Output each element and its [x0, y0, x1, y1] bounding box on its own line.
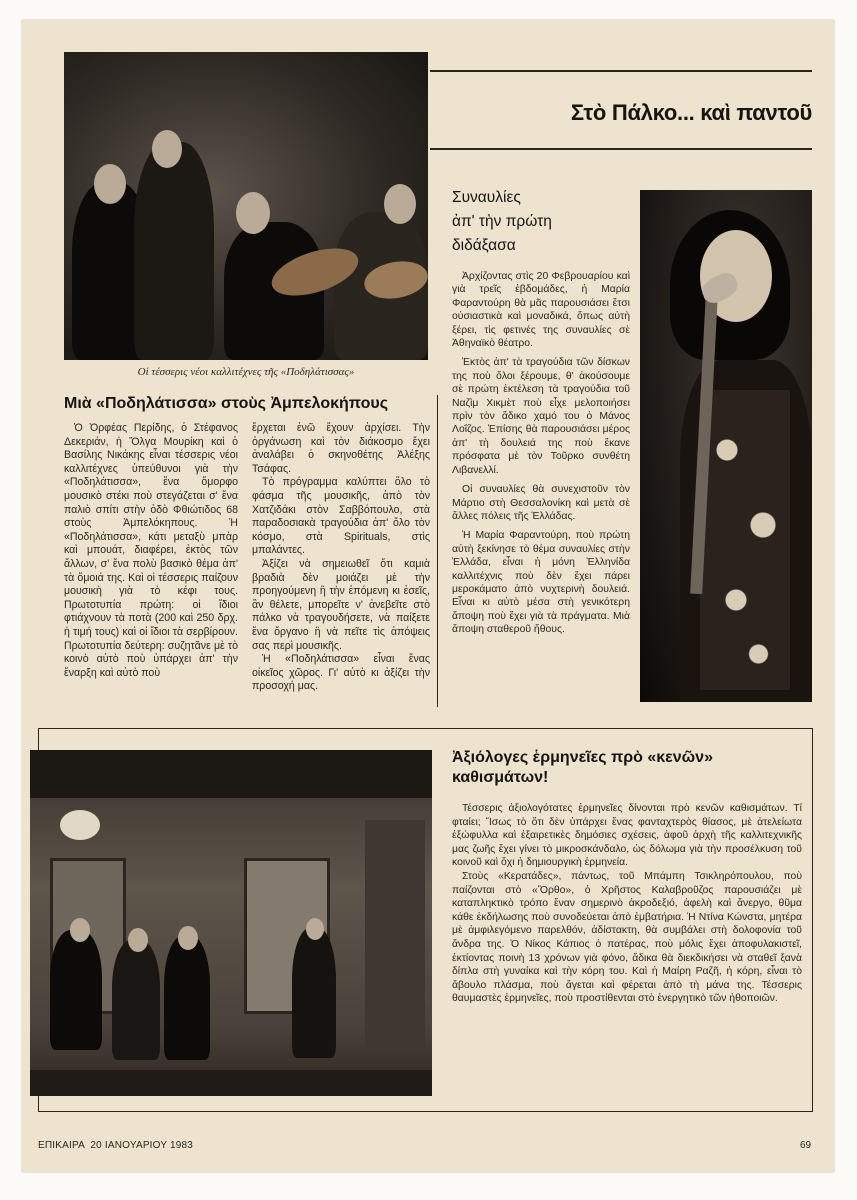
article2-paragraph: Ἡ Μαρία Φαραντούρη, ποὺ πρώτη αὐτὴ ξεκίνησε τὸ θέμα συναυλίες στὴν Ἑλλάδα, εἶναι ἡ μόνη Ἑλληνίδα καλλιτέχνις ποὺ δὲν ἔχει πάρει μεροκάματο ἀπὸ νυχτερινὴ δουλειά. Εἶναι κι αὐτὸ μέσα στὴ γενικότερη ἄποψη ποὺ ἔχει γιὰ τὰ πράγματα. Μιὰ ἄποψη σταθεροῦ ἤθους.	[452, 530, 630, 636]
article2-title-line: διδάξασα	[452, 237, 516, 254]
section-title: Στὸ Πάλκο... καὶ παντοῦ	[570, 100, 812, 125]
article1-paragraph: Ὁ Ὀρφέας Περίδης, ὁ Στέφανος Δεκεριάν, ἡ Ὄλγα Μουρίκη καὶ ὁ Βασίλης Νικάκης εἶναι τέσσερις νέοι καλλιτέχνες ὑπεύθυνοι γιὰ τὴν «Ποδηλάτισσα», ἕνα ὄμορφο μουσικὸ στέκι ποὺ στεγάζεται σ' ἕνα παλιὸ σπίτι στὴν ὁδὸ Φθιώτιδος 68 στοὺς Ἀμπελόκηπους. Ἡ «Ποδηλάτισσα», κάτι μεταξὺ μπὰρ καὶ μπουάτ, διαφέρει, ἐκτὸς τῶν ἄλλων, σ' ἕνα πολὺ βασικὸ θέμα ἀπ' τὰ ὅμοιά της. Καὶ οἱ τέσσερις παίζουν μουσικὴ γιὰ τὸ κέφι τους. Πρωτοτυπία πρώτη: οἱ ἴδιοι φτιάχνουν τὰ ποτὰ (200 καὶ 250 δρχ. ἡ τιμή τους) καὶ οἱ ἴδιοι τὰ σερβίρουν. Πρωτοτυπία δεύτερη: συζητᾶνε μὲ τὸ κοινὸ αὐτὸ ποὺ ὑπάρχει ἀπ' τὴν ἔναρξη καὶ αὐτὸ ποὺ	[64, 422, 238, 679]
article1-paragraph: Τὸ πρόγραμμα καλύπτει ὅλο τὸ φάσμα τῆς μουσικῆς, ἀπὸ τὸν Χατζιδάκι στὸν Σαββόπουλο, στὰ παραδοσιακὰ τραγούδια ἀπ' ὅλο τὸν κόσμο, στὰ Spirituals, στὶς μπαλάντες.	[252, 476, 430, 557]
article2-paragraph: Ἀρχίζοντας στὶς 20 Φεβρουαρίου καὶ γιὰ τρεῖς ἑβδομάδες, ἡ Μαρία Φαραντούρη θὰ μᾶς παρουσιάσει ἔτσι οὐσιαστικὰ καὶ μοναδικά, ὅπως αὐτὴ ξέρει, τὶς φετινές της συναυλίες σὲ Ἀθηναϊκὸ θέατρο.	[452, 271, 630, 350]
publication-footer: ΕΠΙΚΑΙΡΑ 20 ΙΑΝΟΥΑΡΙΟΥ 1983	[38, 1140, 194, 1151]
article1-paragraph: Ἡ «Ποδηλάτισσα» εἶναι ἕνας οἰκεῖος χῶρος. Γι' αὐτὸ κι ἀξίζει τὴν προσοχή μας.	[252, 653, 430, 693]
article3-paragraph: Στοὺς «Κερατάδες», πάντως, τοῦ Μπάμπη Τσικληρόπουλου, ποὺ παίζονται στὸ «Ὄρθο», ὁ Χρῆστος Καλαβροῦζος παρουσιάζει μὲ καταπληκτικὸ τρόπο ἕναν σημερινὸ ἀκροδεξιό, ἀφελὴ καὶ ἄνεργο, θῦμα κάθε ἐκδήλωσης ποὺ συνοδεύεται ἀπὸ ἐμβατήρια. Ἡ Ντίνα Κώνστα, μητέρα μὲ ἀμφιλεγόμενο παρελθόν, ἀδίστακτη, θὰ συμβάλει στὴ δολοφονία τοῦ ἄνδρα της. Ὁ Νίκος Κάπιος ὁ πατέρας, ποὺ μόλις ἔχει ἀποφυλακιστεῖ, ἐκτίοντας ποινὴ 13 χρόνων γιὰ φόνο, ἄδικα θὰ διεκδικήσει νὰ σταθεῖ ξανὰ δίπλα στὴ γυναίκα καὶ τὴν κόρη του. Καὶ ἡ Μαίρη Ραζῆ, ἡ κόρη, εἶναι τὸ ἄβουλο πλάσμα, ποὺ ἄγεται καὶ φέρεται ἀπὸ τὴ μάνα της. Τέσσερις θαυμαστὲς ἑρμηνεῖες, ποὺ προστίθενται στὸ ἐνεργητικὸ τῶν ἠθοποιῶν.	[452, 870, 802, 1005]
article2-paragraph: Οἱ συναυλίες θὰ συνεχιστοῦν τὸν Μάρτιο στὴ Θεσσαλονίκη καὶ μετὰ σὲ ἄλλες πόλεις τῆς Ἑλλάδας.	[452, 484, 630, 522]
article2-paragraph: Ἐκτὸς ἀπ' τὰ τραγούδια τῶν δίσκων της ποὺ ὅλοι ξέρουμε, θ' ἀκούσουμε σὲ πρώτη ἐκτέλεση τὰ τραγούδια τοῦ Ναζὶμ Χικμὲτ ποὺ εἶχε μελοποιήσει πρὶν τὸν ἄδικο χαμό του ὁ Μάνος Λοΐζος. Ἐπίσης θὰ παρουσιάσει μέρος ἀπ' τὴ δουλειά της ποὺ ἔκανε πρόσφατα μὲ τὸν Τοῦρκο συνθέτη Λιβανελλί.	[452, 357, 630, 476]
singer-photo	[640, 190, 812, 702]
article2-title-line: ἀπ' τὴν πρώτη	[452, 213, 552, 230]
article1-column2	[252, 422, 430, 694]
article2-title	[452, 186, 632, 258]
article2-title-line: Συναυλίες	[452, 189, 521, 206]
column-divider	[437, 395, 438, 707]
theatre-scene-photo	[30, 750, 432, 1096]
musicians-photo	[64, 52, 428, 360]
article2-column	[452, 270, 630, 637]
article1-paragraph: Ἀξίζει νὰ σημειωθεῖ ὅτι καμιὰ βραδιὰ δὲν μοιάζει μὲ τὴν προηγούμενη ἢ τὴν ἑπόμενη κι ἐσεῖς, ἂν θέλετε, μπορεῖτε ν' ἀνεβεῖτε στὸ πάλκο νὰ τραγουδήσετε, νὰ παίξετε ἕνα ὄργανο ἢ νὰ πεῖτε τὶς ἀπόψεις σας περὶ μουσικῆς.	[252, 557, 430, 652]
article1-title: Μιὰ «Ποδηλάτισσα» στοὺς Ἀμπελοκήπους	[64, 395, 389, 412]
article1-paragraph: ἔρχεται ἐνῶ ἔχουν ἀρχίσει. Τὴν ὀργάνωση καὶ τὸν διάκοσμο ἔχει ἀναλάβει ὁ σκηνοθέτης Ἀλέξης Τσάφας.	[252, 422, 430, 475]
article3-title-line: Ἀξιόλογες ἑρμηνεῖες πρὸ «κενῶν»	[452, 749, 713, 766]
photo-caption-musicians: Οἱ τέσσερις νέοι καλλιτέχνες τῆς «Ποδηλάτισσας»	[137, 366, 355, 378]
top-rule	[430, 70, 812, 72]
page-number: 69	[800, 1140, 812, 1151]
article3-paragraph: Τέσσερις ἀξιολογότατες ἑρμηνεῖες δίνονται πρὸ κενῶν καθισμάτων. Τί φταίει; Ἴσως τὸ ὅτι δὲν ὑπάρχει ἕνας φανταχτερὸς θίασος, μὲ ἀτελείωτα ἐξώφυλλα καὶ ἐξαιρετικὲς δημόσιες σχέσεις, ἀφοῦ ἀρχὴ τῆς καλλιτεχνικῆς μας ζωῆς ἔχει γίνει τὸ μικροσκάνδαλο, ὡς δόλωμα γιὰ τὴν προσέλκυση τοῦ κοινοῦ καὶ ὄχι ἡ δημιουργικὴ ἑρμηνεία.	[452, 803, 802, 869]
header-rule	[430, 148, 812, 150]
article1-column1	[64, 422, 238, 680]
article3-column	[452, 802, 802, 1006]
article3-title-line: καθισμάτων!	[452, 769, 549, 786]
article3-title	[452, 748, 802, 788]
